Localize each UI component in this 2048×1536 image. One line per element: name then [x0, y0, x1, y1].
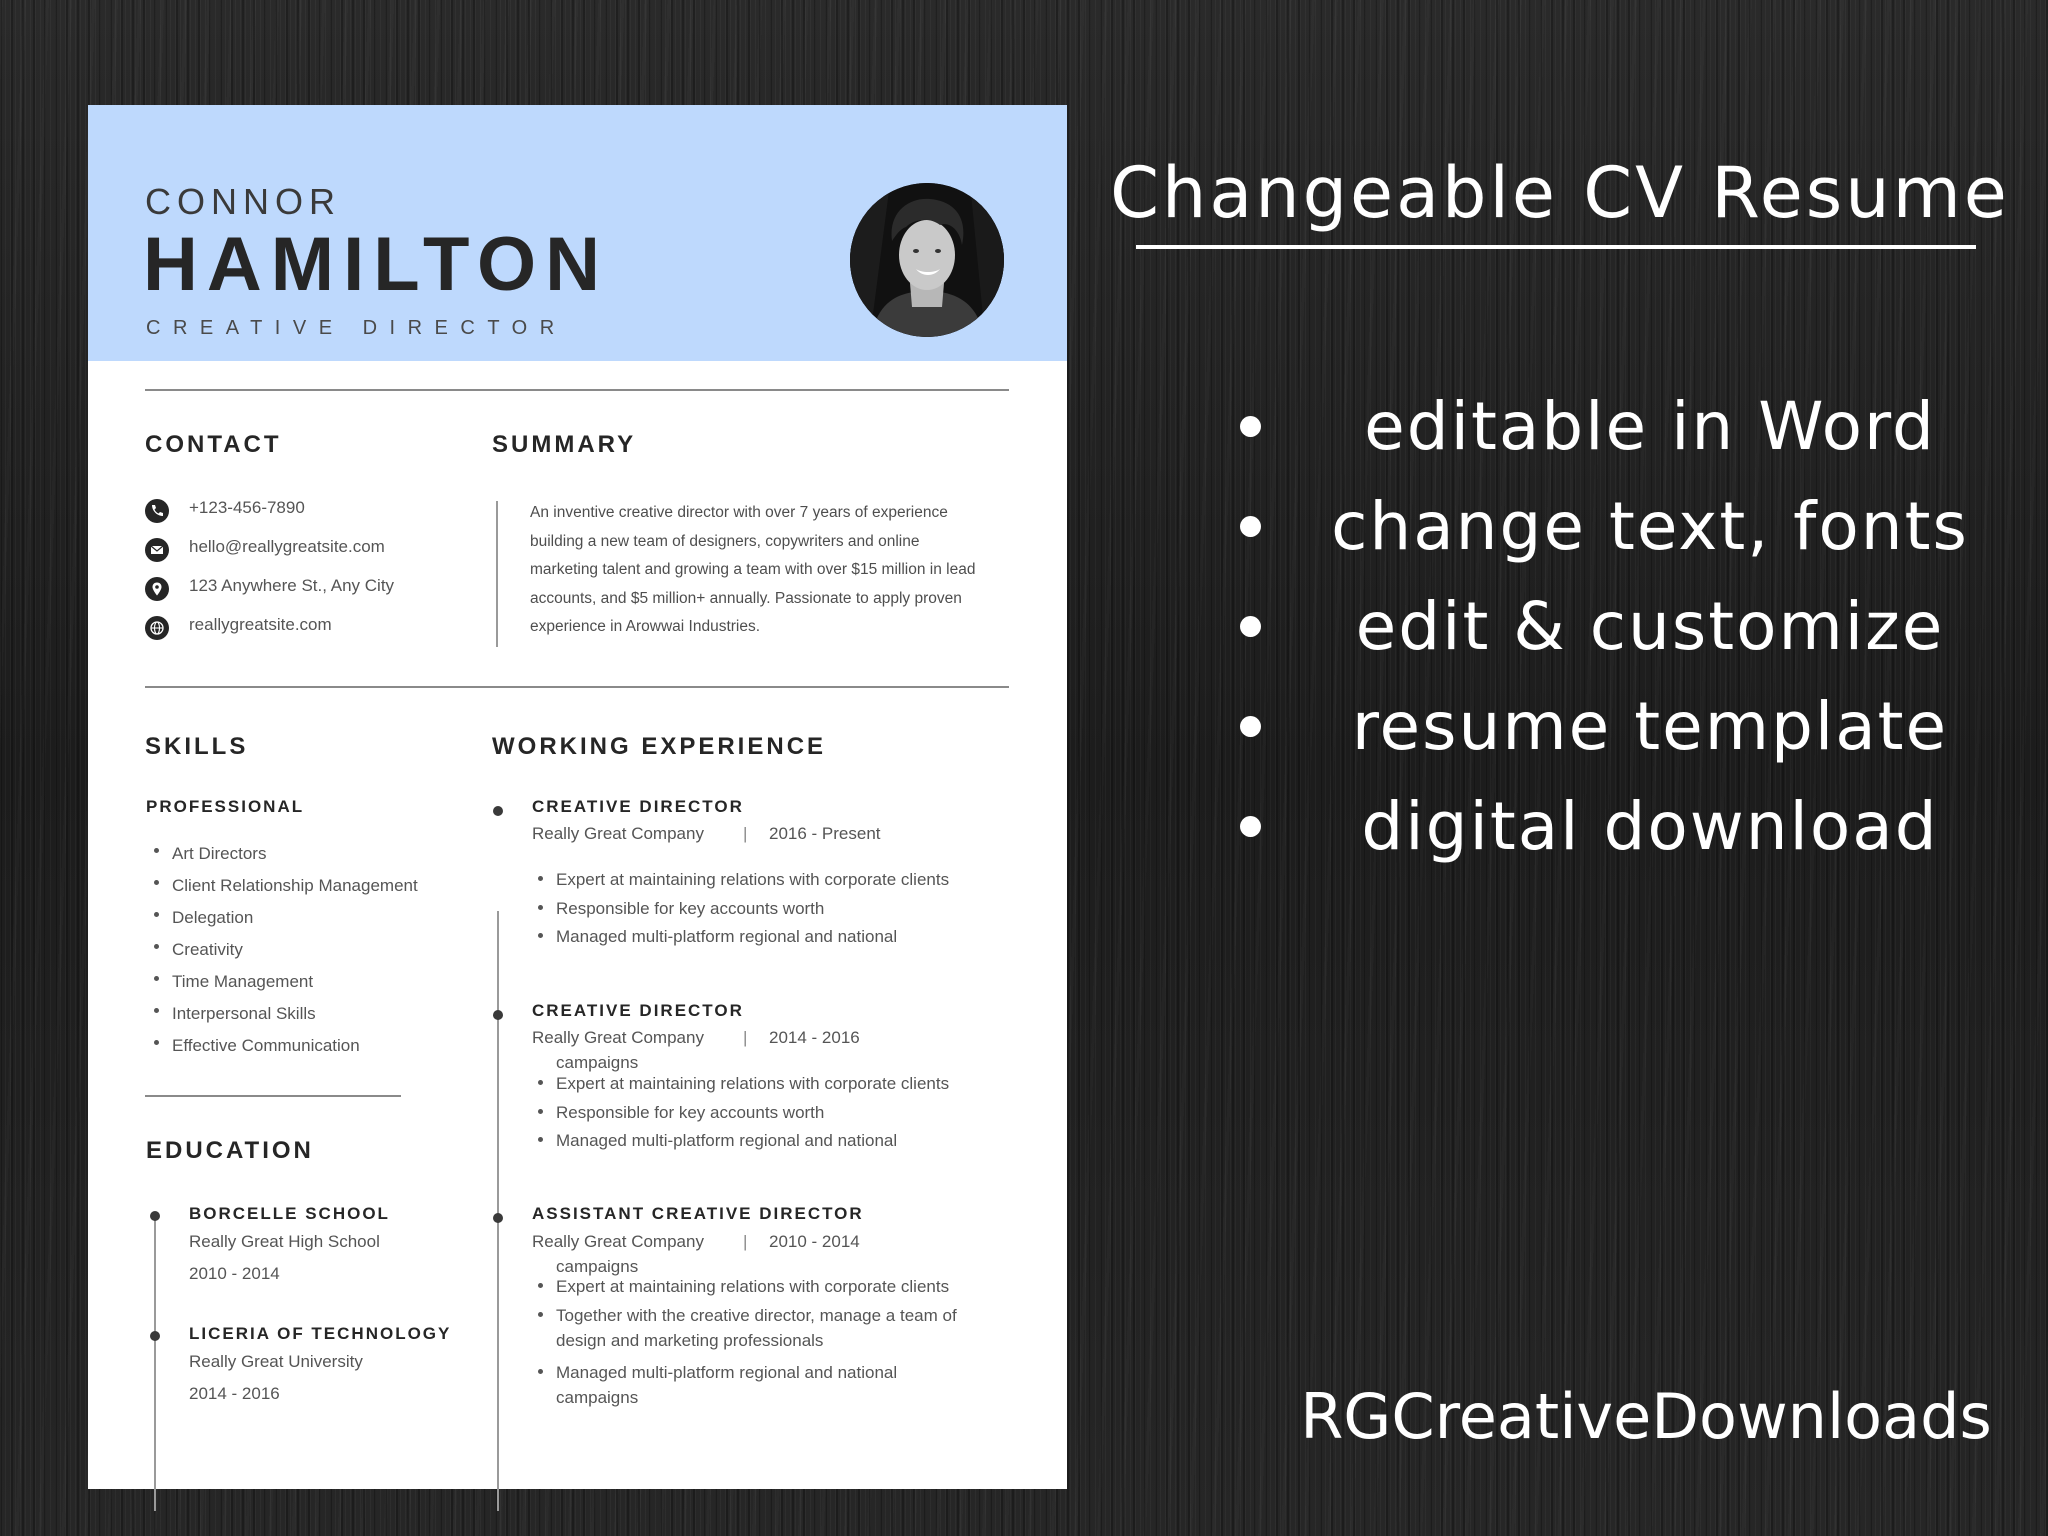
mail-icon: [145, 538, 169, 562]
summary-rule: [496, 501, 498, 647]
job-bullet-continuation: campaigns: [556, 1257, 639, 1276]
list-item: Expert at maintaining relations with corporate clients: [530, 1070, 949, 1099]
phone-icon: [145, 499, 169, 523]
feature-item: editable in Word: [1230, 380, 2010, 470]
job-separator: |: [743, 1232, 748, 1251]
list-item: Together with the creative director, manage a team of: [530, 1302, 957, 1331]
list-item: Managed multi-platform regional and national: [530, 1127, 949, 1156]
list-item: Managed multi-platform regional and national: [530, 923, 949, 952]
job-bullet-continuation: design and marketing professionals: [556, 1331, 824, 1350]
list-item: Creativity: [146, 934, 418, 966]
education-heading: EDUCATION: [146, 1137, 314, 1164]
job-bullets-2: [530, 1070, 949, 1156]
job-title-3: ASSISTANT CREATIVE DIRECTOR: [532, 1204, 864, 1223]
bullet-icon: [1240, 616, 1261, 637]
skills-subheading: PROFESSIONAL: [146, 797, 305, 816]
job-period-1: 2016 - Present: [769, 824, 881, 843]
education-school: LICERIA OF TECHNOLOGY: [189, 1324, 452, 1343]
last-name: HAMILTON: [143, 222, 610, 307]
list-item: Art Directors: [146, 838, 418, 870]
job-bullet-continuation: campaigns: [556, 1053, 639, 1072]
list-item: Expert at maintaining relations with corporate clients: [530, 1273, 957, 1302]
job-company-1: Really Great Company: [532, 824, 704, 843]
job-title-1: CREATIVE DIRECTOR: [532, 797, 744, 816]
education-years: 2014 - 2016: [189, 1384, 280, 1403]
contact-heading: CONTACT: [145, 431, 282, 458]
list-item: Responsible for key accounts worth: [530, 1099, 949, 1128]
bullet-icon: [1240, 416, 1261, 437]
promo-title: Changeable CV Resume: [1110, 152, 2010, 234]
job-separator: |: [743, 824, 748, 843]
list-item: Responsible for key accounts worth: [530, 895, 949, 924]
divider-skills: [145, 1095, 401, 1097]
job-company-3: Really Great Company: [532, 1232, 704, 1251]
experience-timeline: [497, 911, 499, 1511]
list-item: Interpersonal Skills: [146, 998, 418, 1030]
promo-title-underline: [1136, 245, 1976, 249]
timeline-dot: [150, 1211, 160, 1221]
bullet-icon: [1240, 816, 1261, 837]
divider-top: [145, 389, 1009, 391]
education-detail: Really Great High School: [189, 1232, 380, 1251]
education-years: 2010 - 2014: [189, 1264, 280, 1283]
feature-item: change text, fonts: [1230, 480, 2010, 570]
job-period-2: 2014 - 2016: [769, 1028, 860, 1047]
job-title: CREATIVE DIRECTOR: [146, 317, 567, 339]
bullet-icon: [1240, 516, 1261, 537]
job-bullet-continuation: campaigns: [556, 1388, 639, 1407]
job-title-2: CREATIVE DIRECTOR: [532, 1001, 744, 1020]
first-name: CONNOR: [145, 181, 341, 222]
location-pin-icon: [145, 577, 169, 601]
timeline-dot: [493, 806, 503, 816]
job-company-2: Really Great Company: [532, 1028, 704, 1047]
job-bullets-3: [530, 1273, 957, 1330]
timeline-dot: [150, 1331, 160, 1341]
skills-list: [146, 838, 418, 1062]
avatar: [850, 183, 1004, 337]
education-school: BORCELLE SCHOOL: [189, 1204, 390, 1223]
shop-name: RGCreativeDownloads: [1300, 1380, 1992, 1453]
skills-heading: SKILLS: [145, 733, 249, 760]
list-item: Time Management: [146, 966, 418, 998]
list-item: Effective Communication: [146, 1030, 418, 1062]
job-period-3: 2010 - 2014: [769, 1232, 860, 1251]
education-timeline: [154, 1217, 156, 1511]
timeline-dot: [493, 1213, 503, 1223]
bullet-icon: [1240, 716, 1261, 737]
list-item: Delegation: [146, 902, 418, 934]
feature-item: digital download: [1230, 780, 2010, 870]
resume-header: [88, 105, 1067, 361]
timeline-dot: [493, 1010, 503, 1020]
resume-sheet: CONNOR HAMILTON CREATIVE DIRECTOR CONTACT +123-456-7890 hello@reallygreatsite.com 123 Anywhere St., Any City reallygreatsite.com SUMMARY An inventive creative director with over 7 years of experience building a new team of designers, copywriters and online marketing talent and growing a team with over $15 million in lead accounts, and $5 million+ annually. Passionate to apply proven experience in Arowwai Industries. SKILLS PROFESSIONAL Art Directors Client Relationship Management Delegation Creativity Time Management Interpersonal Skills Effective Communication EDUCATION BORCELLE SCHOOL Really Great High School 2010 - 2014 LICERIA OF TECHNOLOGY Really Great University 2014 - 2016 WORKING EXPERIENCE CREATIVE DIRECTOR Really Great Company | 2016 - Present Expert at maintaining relations with corporate clients Responsible for key accounts worth Managed multi-platform regional and national campaigns CREATIVE DIRECTOR Really Great Company | 2014 - 2016 Expert at maintaining relations with corporate clients Responsible for key accounts worth Managed multi-platform regional and national campaigns ASSISTANT CREATIVE DIRECTOR Really Great Company | 2010 - 2014 Expert at maintaining relations with corporate clients Together with the creative director, manage a team of design and marketing professionals Managed multi-platform regional and national campaigns: [88, 105, 1067, 1489]
feature-item: resume template: [1230, 680, 2010, 770]
education-detail: Really Great University: [189, 1352, 363, 1371]
feature-item: edit & customize: [1230, 580, 2010, 670]
summary-heading: SUMMARY: [492, 431, 637, 458]
list-item: Client Relationship Management: [146, 870, 418, 902]
job-bullets-1: [530, 866, 949, 952]
globe-icon: [145, 616, 169, 640]
summary-text: An inventive creative director with over 7 years of experience building a new team of designers, copywriters and online marketing talent and growing a team with over $15 million in lead accounts, and $5 million+ annually. Passionate to apply proven experience in Arowwai Industries.: [530, 504, 976, 635]
experience-heading: WORKING EXPERIENCE: [492, 733, 827, 760]
list-item: Managed multi-platform regional and national: [530, 1359, 897, 1388]
job-separator: |: [743, 1028, 748, 1047]
list-item: Expert at maintaining relations with corporate clients: [530, 866, 949, 895]
divider-middle: [145, 686, 1009, 688]
job-bullets-3b: [530, 1359, 897, 1388]
